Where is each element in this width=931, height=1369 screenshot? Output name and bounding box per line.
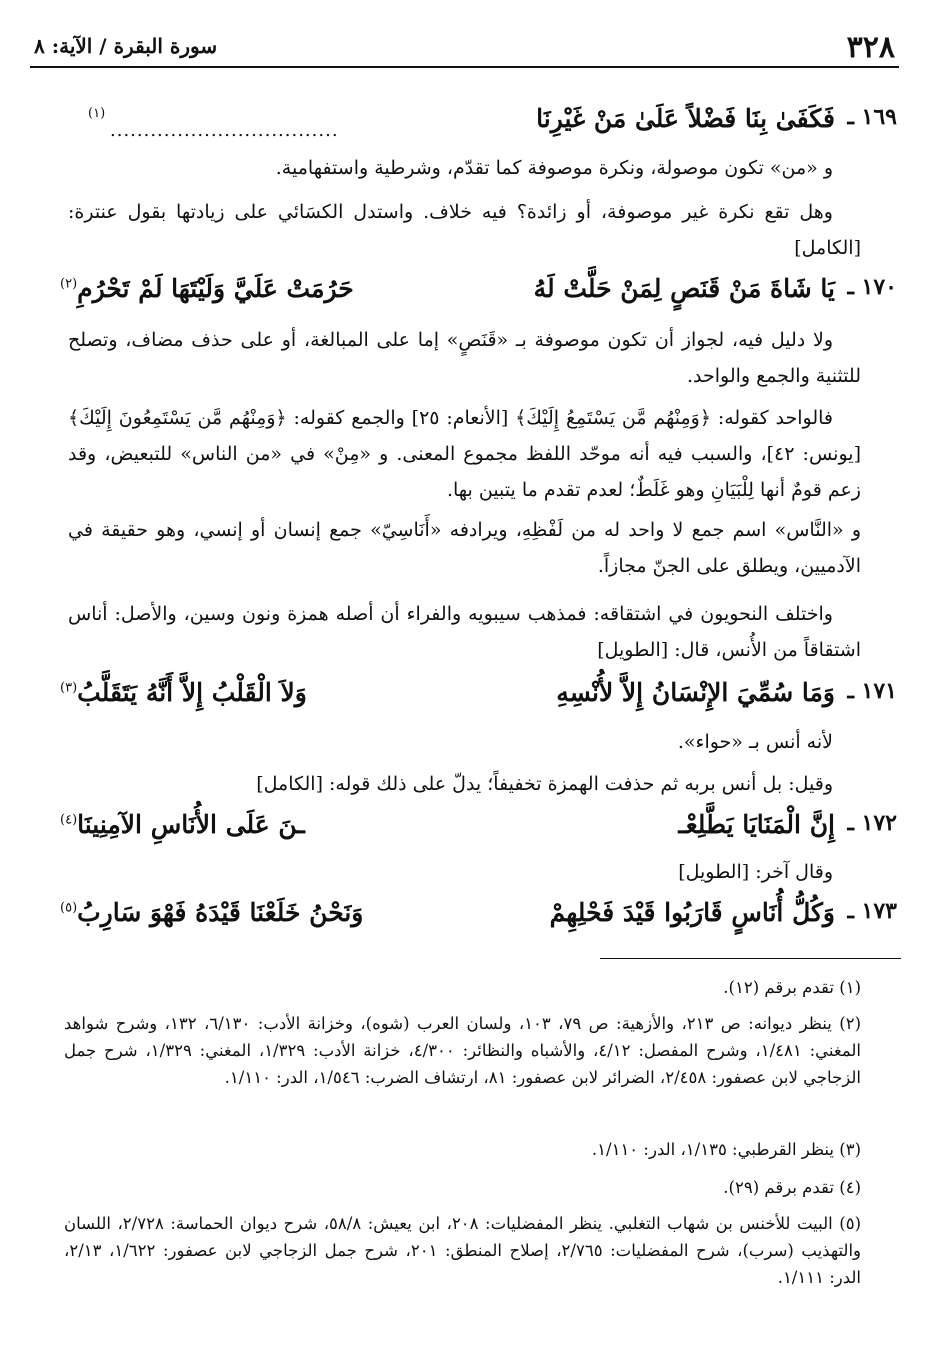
verse-hemistich: حَرُمَتْ عَلَيَّ وَلَيْتَهَا لَمْ تَحْرُمِ$^{(٢)}$ (60, 274, 354, 303)
verse-number: ١٧١ ـ (847, 678, 897, 704)
footnote: (١) تقدم برقم (١٢). (723, 978, 861, 997)
sura-title: سورة البقرة / الآية: ٨ (34, 34, 218, 58)
paragraph: وقال آخر: [الطويل] (678, 861, 833, 883)
footnote: (٣) ينظر القرطبي: ١/١٣٥، الدر: ١/١١٠. (591, 1140, 861, 1159)
footnote-marker: (١) (88, 106, 106, 121)
paragraph: وقيل: بل أنس بربه ثم حذفت الهمزة تخفيفاً؛ يدلّ على ذلك قوله: [الكامل] (256, 773, 833, 795)
verse-number: ١٧٢ ـ (847, 810, 897, 836)
verse-dots: .................................. (110, 120, 339, 141)
verse-number: ١٦٩ ـ (847, 104, 897, 130)
paragraph: وهل تقع نكرة غير موصوفة، أو زائدة؟ فيه خلاف. واستدل الكسَائي على زيادتها بقول عنترة: [الكامل] (68, 201, 861, 259)
verse-hemistich: ـنَ عَلَى الأُنَاسِ الآمِنِينَا$^{(٤)}$ (60, 810, 305, 839)
footnote-separator (600, 958, 901, 959)
footnote: (٢) ينظر ديوانه: ص ٢١٣، والأزهية: ص ٧٩، ١٠٣، ولسان العرب (شوه)، وخزانة الأدب: ٦/١٣٠، ١٣٢، وشرح شواهد المغني: ١/٤٨١، وشرح المفصل: ٤/١٢، والأشباه والنظائر: ٤/٣٠٠، خزانة الأدب: ١/٣٢٩، المغني: ١/٣٢٩، شرح جمل الزجاجي لابن عصفور: ٢/٤٥٨، الضرائر لابن عصفور: ٨١، ارتشاف الضرب: ١/٥٤٦، الدر: ١/١١٠. (64, 1014, 862, 1087)
paragraph: واختلف النحويون في اشتقاقه: فمذهب سيبويه والفراء أن أصله همزة ونون وسين، والأصل: أناس اشتقاقاً من الأُنس، قال: [الطويل] (68, 603, 861, 661)
page-number: ٣٢٨ (846, 30, 895, 65)
page-header (30, 26, 899, 68)
verse-hemistich: يَا شَاةَ مَنْ قَنَصٍ لِمَنْ حَلَّتْ لَهُ (533, 274, 835, 303)
verse-number: ١٧٠ ـ (847, 274, 897, 300)
verse-hemistich: وَنَحْنُ خَلَعْنَا قَيْدَهُ فَهْوَ سَارِبُ$^{(٥)}$ (60, 898, 364, 927)
verse-172 (60, 806, 897, 850)
footnote: (٥) البيت للأخنس بن شهاب التغلبي. ينظر المفضليات: ٢٠٨، ابن يعيش: ٥٨/٨، شرح ديوان الحماسة: ٢/٧٢٨، اللسان والتهذيب (سرب)، شرح المفضليات: ٢/٧٦٥، إصلاح المنطق: ٢٠١، شرح جمل الزجاجي لابن عصفور: ١/٦٢٢، ٢/١٣، الدر: ١/١١١. (64, 1214, 862, 1287)
paragraph: و «النَّاس» اسم جمع لا واحد له من لَفْظِهِ، ويرادفه «أَنَاسِيّ» جمع إنسان أو إنسي، وهو حقيقة في الآدميين، ويطلق على الجنّ مجازاً. (68, 519, 861, 577)
verse-170 (60, 270, 897, 314)
footnote-marker: (٣) (60, 680, 78, 696)
verse-hemistich: وَلاَ الْقَلْبُ إِلاَّ أَنَّهُ يَتَقَلَّبُ$^{(٣)}$ (60, 678, 307, 707)
footnote: (٤) تقدم برقم (٢٩). (723, 1178, 861, 1197)
paragraph: ولا دليل فيه، لجواز أن تكون موصوفة بـ «قَنَصٍ» إما على المبالغة، أو على حذف مضاف، وتصلح للتثنية والجمع والواحد. (68, 329, 861, 387)
paragraph: و «من» تكون موصولة، ونكرة موصوفة كما تقدّم، وشرطية واستفهامية. (275, 157, 833, 179)
footnote-marker: (٤) (60, 812, 78, 828)
verse-number: ١٧٣ ـ (847, 898, 897, 924)
verse-173 (60, 894, 897, 938)
paragraph: فالواحد كقوله: ﴿وَمِنْهُم مَّن يَسْتَمِعُ إِلَيْكَ﴾ [الأنعام: ٢٥] والجمع كقوله: ﴿وَمِنْهُم مَّن يَسْتَمِعُونَ إِلَيْكَ﴾ [يونس: ٤٢]، والسبب فيه أنه موحّد اللفظ مجموع المعنى. و «مِنْ» في «من الناس» للتبعيض، وقد زعم قومٌ أنها لِلْبَيَانِ وهو غَلَطٌ؛ لعدم تقدم ما يتبين بها. (68, 407, 861, 501)
footnote-marker: (٥) (60, 900, 78, 916)
verse-hemistich: إِنَّ الْمَنَايَا يَطَّلِعْـ (678, 810, 835, 839)
footnote-marker: (٢) (60, 276, 78, 292)
paragraph: لأنه أنس بـ «حواء». (677, 731, 833, 753)
verse-hemistich: فَكَفَىٰ بِنَا فَضْلاً عَلَىٰ مَنْ غَيْرِنَا (536, 104, 835, 133)
verse-hemistich: وَكُلُّ أُنَاسٍ قَارَبُوا قَيْدَ فَحْلِهِمْ (549, 898, 835, 927)
verse-hemistich: وَمَا سُمِّيَ الإِنْسَانُ إِلاَّ لأُنْسِهِ (556, 678, 835, 707)
verse-171 (60, 674, 897, 718)
